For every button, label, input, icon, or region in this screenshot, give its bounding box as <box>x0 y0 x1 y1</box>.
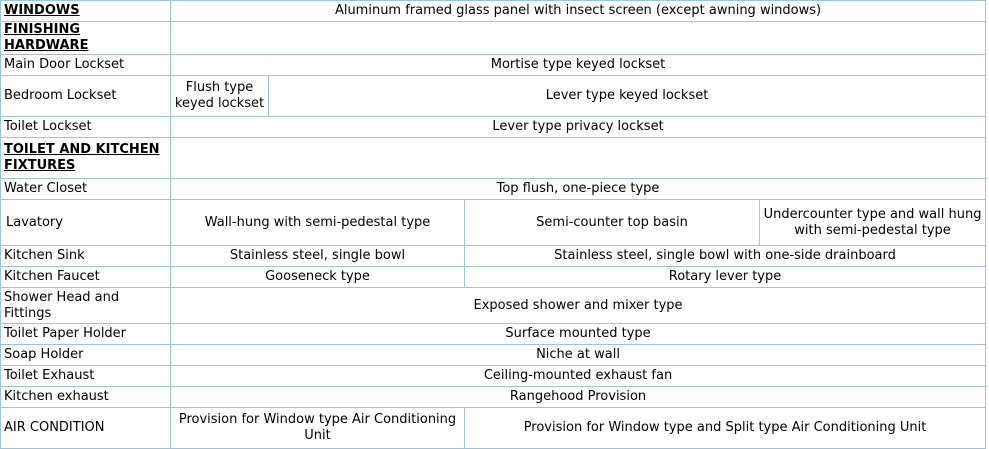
section-heading-toilet-kitchen-fixtures: TOILET AND KITCHEN FIXTURES <box>1 138 171 179</box>
toilet-lockset-spec: Lever type privacy lockset <box>171 117 986 138</box>
kitchen-sink-spec-1: Stainless steel, single bowl <box>171 246 465 267</box>
table-row-air-condition <box>1 408 986 449</box>
table-row-water-closet <box>1 179 986 200</box>
empty-cell <box>171 22 986 55</box>
bedroom-lockset-spec-2: Lever type keyed lockset <box>269 76 986 117</box>
row-label-toilet-lockset: Toilet Lockset <box>1 117 171 138</box>
air-condition-spec-1: Provision for Window type Air Conditioning Unit <box>171 408 465 449</box>
kitchen-sink-spec-2: Stainless steel, single bowl with one-side drainboard <box>465 246 986 267</box>
section-heading-finishing-hardware: FINISHING HARDWARE <box>1 22 171 55</box>
kitchen-faucet-spec-1: Gooseneck type <box>171 267 465 288</box>
row-label-toilet-exhaust: Toilet Exhaust <box>1 366 171 387</box>
table-row-finishing-hardware <box>1 22 986 55</box>
row-label-kitchen-sink: Kitchen Sink <box>1 246 171 267</box>
shower-head-spec: Exposed shower and mixer type <box>171 288 986 324</box>
table-row-toilet-lockset <box>1 117 986 138</box>
lavatory-spec-3: Undercounter type and wall hung with semi-pedestal type <box>760 200 986 246</box>
kitchen-exhaust-spec: Rangehood Provision <box>171 387 986 408</box>
table-row-toilet-kitchen-fixtures <box>1 138 986 179</box>
table-row-lavatory <box>1 200 986 246</box>
windows-spec: Aluminum framed glass panel with insect screen (except awning windows) <box>171 1 986 22</box>
lavatory-spec-2: Semi-counter top basin <box>465 200 760 246</box>
row-label-bedroom-lockset: Bedroom Lockset <box>1 76 171 117</box>
table-row-kitchen-sink <box>1 246 986 267</box>
air-condition-spec-2: Provision for Window type and Split type Air Conditioning Unit <box>465 408 986 449</box>
row-label-water-closet: Water Closet <box>1 179 171 200</box>
row-label-lavatory: Lavatory <box>1 200 171 246</box>
row-label-soap-holder: Soap Holder <box>1 345 171 366</box>
lavatory-spec-1: Wall-hung with semi-pedestal type <box>171 200 465 246</box>
table-row-kitchen-faucet <box>1 267 986 288</box>
table-row-soap-holder <box>1 345 986 366</box>
soap-holder-spec: Niche at wall <box>171 345 986 366</box>
toilet-paper-holder-spec: Surface mounted type <box>171 324 986 345</box>
empty-cell <box>171 138 986 179</box>
table-row-toilet-exhaust <box>1 366 986 387</box>
table-row-kitchen-exhaust <box>1 387 986 408</box>
row-label-toilet-paper-holder: Toilet Paper Holder <box>1 324 171 345</box>
water-closet-spec: Top flush, one-piece type <box>171 179 986 200</box>
kitchen-faucet-spec-2: Rotary lever type <box>465 267 986 288</box>
bedroom-lockset-spec-1: Flush type keyed lockset <box>171 76 269 117</box>
toilet-exhaust-spec: Ceiling-mounted exhaust fan <box>171 366 986 387</box>
main-door-lockset-spec: Mortise type keyed lockset <box>171 55 986 76</box>
row-label-shower-head: Shower Head and Fittings <box>1 288 171 324</box>
table-row-main-door-lockset <box>1 55 986 76</box>
table-row-windows <box>1 1 986 22</box>
table-row-bedroom-lockset <box>1 76 986 117</box>
row-label-kitchen-faucet: Kitchen Faucet <box>1 267 171 288</box>
row-label-main-door-lockset: Main Door Lockset <box>1 55 171 76</box>
row-label-kitchen-exhaust: Kitchen exhaust <box>1 387 171 408</box>
table-row-shower-head <box>1 288 986 324</box>
table-row-toilet-paper-holder <box>1 324 986 345</box>
row-label-air-condition: AIR CONDITION <box>1 408 171 449</box>
section-heading-windows: WINDOWS <box>1 1 171 22</box>
